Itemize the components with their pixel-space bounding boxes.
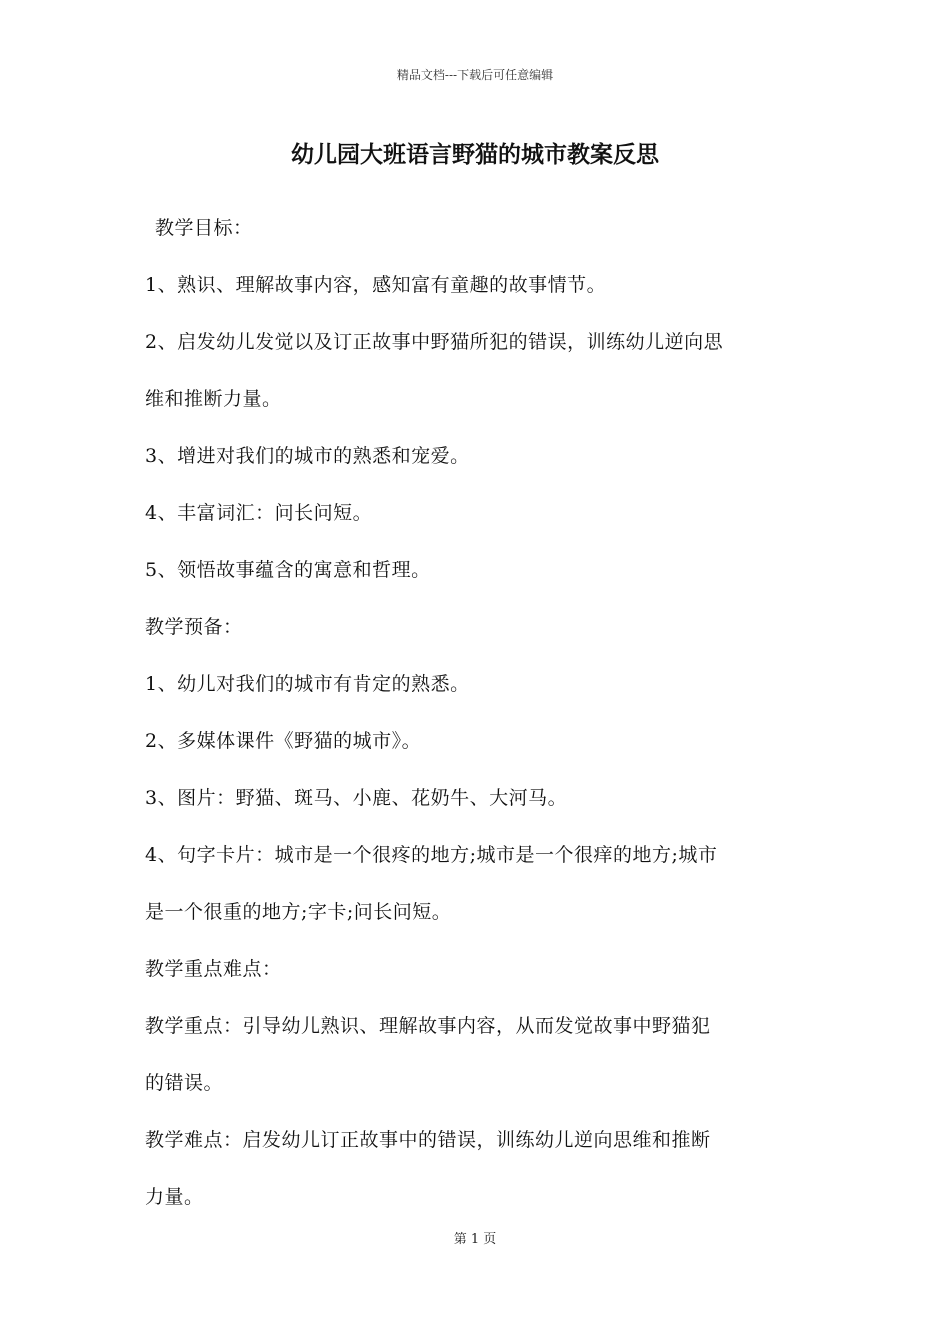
document-title: 幼儿园大班语言野猫的城市教案反思 bbox=[291, 141, 659, 168]
page-header: 精品文档---下载后可任意编辑 bbox=[396, 68, 554, 82]
paragraph-line: 维和推断力量。 bbox=[145, 388, 282, 410]
section-heading-objectives: 教学目标： bbox=[155, 217, 253, 239]
paragraph-line: 教学重点：引导幼儿熟识、理解故事内容，从而发觉故事中野猫犯 bbox=[145, 1015, 711, 1037]
paragraph-line: 5、领悟故事蕴含的寓意和哲理。 bbox=[145, 559, 431, 581]
paragraph-line: 2、启发幼儿发觉以及订正故事中野猫所犯的错误，训练幼儿逆向思 bbox=[145, 331, 724, 353]
page-number: 第 1 页 bbox=[453, 1232, 497, 1247]
paragraph-line: 3、增进对我们的城市的熟悉和宠爱。 bbox=[145, 445, 470, 467]
paragraph-line: 1、熟识、理解故事内容，感知富有童趣的故事情节。 bbox=[145, 274, 607, 296]
paragraph-line: 4、句字卡片：城市是一个很疼的地方;城市是一个很痒的地方;城市 bbox=[145, 844, 718, 866]
paragraph-line: 的错误。 bbox=[145, 1072, 224, 1094]
paragraph-line: 教学难点：启发幼儿订正故事中的错误，训练幼儿逆向思维和推断 bbox=[145, 1129, 711, 1151]
section-heading-preparation: 教学预备： bbox=[145, 616, 243, 638]
paragraph-line: 力量。 bbox=[145, 1186, 204, 1208]
paragraph-line: 2、多媒体课件《野猫的城市》。 bbox=[145, 730, 422, 752]
paragraph-line: 4、丰富词汇：问长问短。 bbox=[145, 502, 373, 524]
section-heading-key-points: 教学重点难点： bbox=[145, 958, 282, 980]
document-body bbox=[145, 200, 815, 1226]
paragraph-line: 是一个很重的地方;字卡;问长问短。 bbox=[145, 901, 452, 923]
paragraph-line: 3、图片：野猫、斑马、小鹿、花奶牛、大河马。 bbox=[145, 787, 568, 809]
paragraph-line: 1、幼儿对我们的城市有肯定的熟悉。 bbox=[145, 673, 470, 695]
